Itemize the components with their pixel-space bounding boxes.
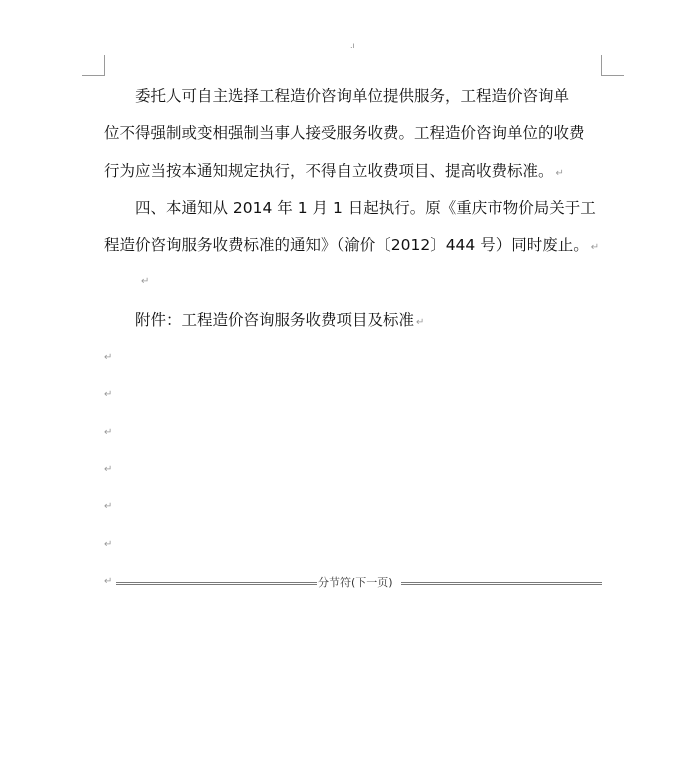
text-line-4[interactable]: 四、本通知从 2014 年 1 月 1 日起执行。原《重庆市物价局关于工 — [104, 199, 596, 217]
empty-paragraph-mark-icon: ↵ — [104, 389, 113, 400]
section-break-line-right — [401, 582, 602, 585]
paragraph-mark-icon: ↵ — [104, 576, 113, 587]
paragraph-mark-icon: ↵ — [590, 242, 600, 253]
paragraph-mark-icon: ↵ — [555, 168, 564, 179]
attachment-line[interactable]: 附件：工程造价咨询服务收费项目及标准 ↵ — [104, 311, 425, 329]
text-line-5[interactable]: 程造价咨询服务收费标准的通知》（渝价〔2012〕444 号）同时废止。 ↵ — [104, 236, 600, 254]
empty-paragraph-mark-icon: ↵ — [104, 501, 113, 512]
text-line-3[interactable]: 行为应当按本通知规定执行，不得自立收费项目、提高收费标准。 ↵ — [104, 162, 564, 180]
paragraph-mark-icon: ↵ — [416, 317, 425, 328]
empty-paragraph-mark-icon: ↵ — [104, 539, 113, 550]
empty-paragraph-mark-icon: ↵ — [104, 427, 113, 438]
crop-mark-top-right — [601, 55, 624, 76]
top-paragraph-mark: .ı — [350, 41, 355, 50]
section-break-next-page[interactable] — [104, 576, 602, 590]
empty-paragraph-mark-icon: ↵ — [104, 464, 113, 475]
empty-paragraph-mark-icon: ↵ — [141, 276, 150, 287]
empty-paragraph-mark-icon: ↵ — [104, 352, 113, 363]
text-line-2[interactable]: 位不得强制或变相强制当事人接受服务收费。工程造价咨询单位的收费 — [104, 124, 585, 142]
text-line-1[interactable]: 委托人可自主选择工程造价咨询单位提供服务，工程造价咨询单 — [104, 87, 570, 105]
section-break-line-left — [116, 582, 317, 585]
section-break-label: 分节符(下一页) — [318, 576, 393, 589]
crop-mark-top-left — [82, 55, 105, 76]
